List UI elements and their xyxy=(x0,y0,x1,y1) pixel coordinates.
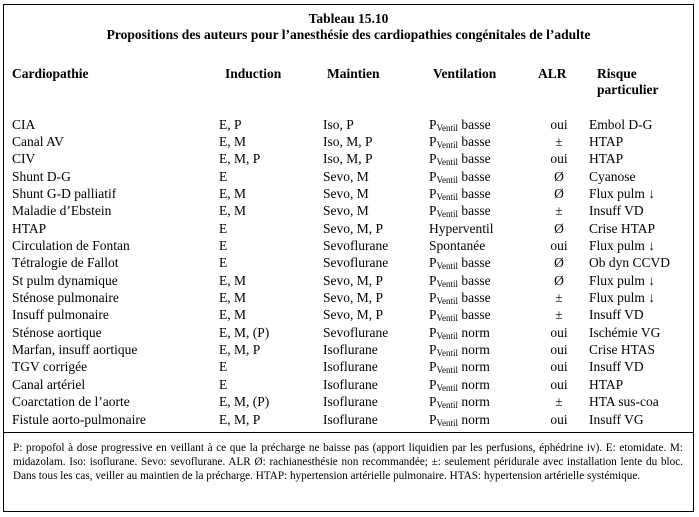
cell-alr: oui xyxy=(550,359,568,375)
ventilation-subscript: Ventil xyxy=(436,122,459,133)
table-row xyxy=(12,203,689,220)
cell-ventilation xyxy=(429,394,529,411)
cell-alr: oui xyxy=(550,151,568,167)
ventilation-pressure-symbol: P xyxy=(429,134,437,150)
cell-induction: E, M, (P) xyxy=(219,394,270,410)
cell-cardiopathie: Canal AV xyxy=(12,134,64,150)
cell-ventilation xyxy=(429,151,529,168)
cell-induction: E, M, P xyxy=(219,151,261,167)
cell-risque: Embol D-G xyxy=(589,116,653,132)
cell-ventilation xyxy=(429,133,529,150)
ventilation-mode: norm xyxy=(458,324,490,340)
cell-cardiopathie: Canal artériel xyxy=(12,376,86,392)
cell-ventilation xyxy=(429,272,529,289)
cell-ventilation xyxy=(429,359,529,376)
cell-risque: Ob dyn CCVD xyxy=(589,255,671,271)
cell-risque: Insuff VG xyxy=(589,411,644,427)
table-row xyxy=(12,359,689,376)
cell-cardiopathie: Shunt G-D palliatif xyxy=(12,186,117,202)
ventilation-mode: basse xyxy=(458,186,491,202)
cell-maintien: Isoflurane xyxy=(323,359,378,375)
cell-alr: oui xyxy=(550,411,568,427)
table-row xyxy=(12,168,689,185)
ventilation-pressure-symbol: P xyxy=(429,359,437,375)
cell-ventilation xyxy=(429,255,529,272)
cell-maintien: Sevo, M, P xyxy=(323,290,384,306)
ventilation-mode: basse xyxy=(458,116,491,132)
ventilation-mode: Hyperventil xyxy=(429,220,494,236)
ventilation-subscript: Ventil xyxy=(436,400,459,411)
cell-induction: E xyxy=(219,255,228,271)
cell-ventilation xyxy=(429,168,529,185)
cell-induction: E, M xyxy=(219,186,246,202)
ventilation-subscript: Ventil xyxy=(436,209,459,220)
ventilation-subscript: Ventil xyxy=(436,382,459,393)
cell-induction: E, M xyxy=(219,203,246,219)
cell-cardiopathie: HTAP xyxy=(12,220,47,236)
cell-alr: ± xyxy=(555,290,563,306)
ventilation-pressure-symbol: P xyxy=(429,394,437,410)
ventilation-subscript: Ventil xyxy=(436,330,459,341)
cell-maintien: Isoflurane xyxy=(323,394,378,410)
ventilation-pressure-symbol: P xyxy=(429,324,437,340)
cell-risque: Crise HTAS xyxy=(589,342,656,358)
cell-ventilation xyxy=(429,341,529,358)
cell-maintien: Iso, M, P xyxy=(323,151,373,167)
ventilation-pressure-symbol: P xyxy=(429,255,437,271)
cell-maintien: Sevoflurane xyxy=(323,238,389,254)
cell-maintien: Isoflurane xyxy=(323,411,378,427)
ventilation-pressure-symbol: P xyxy=(429,186,437,202)
cell-cardiopathie: Sténose pulmonaire xyxy=(12,290,119,306)
cell-cardiopathie: TGV corrigée xyxy=(12,359,88,375)
cell-maintien: Isoflurane xyxy=(323,376,378,392)
cell-cardiopathie: Tétralogie de Fallot xyxy=(12,255,119,271)
table-row xyxy=(12,133,689,150)
header-risque-line2: particulier xyxy=(597,82,659,97)
cell-alr: Ø xyxy=(554,168,564,184)
ventilation-subscript: Ventil xyxy=(436,417,459,428)
cell-risque: HTA sus-coa xyxy=(589,394,659,410)
table-row xyxy=(12,341,689,358)
table-row xyxy=(12,151,689,168)
cell-alr: oui xyxy=(550,116,568,132)
ventilation-mode: basse xyxy=(458,168,491,184)
table-row xyxy=(12,307,689,324)
cell-induction: E, M, (P) xyxy=(219,324,270,340)
cell-risque: Insuff VD xyxy=(589,203,644,219)
cell-risque: HTAP xyxy=(589,151,624,167)
ventilation-subscript: Ventil xyxy=(436,174,459,185)
cell-maintien: Iso, P xyxy=(323,116,354,132)
ventilation-mode: norm xyxy=(458,342,490,358)
ventilation-mode: basse xyxy=(458,290,491,306)
ventilation-subscript: Ventil xyxy=(436,157,459,168)
cell-ventilation xyxy=(429,324,529,341)
ventilation-mode: norm xyxy=(458,359,490,375)
cell-alr: oui xyxy=(550,238,568,254)
ventilation-mode: basse xyxy=(458,272,491,288)
cell-cardiopathie: CIV xyxy=(12,151,36,167)
cell-risque: Insuff VD xyxy=(589,359,644,375)
cell-risque: Flux pulm ↓ xyxy=(589,238,656,254)
table-row xyxy=(12,376,689,393)
ventilation-subscript: Ventil xyxy=(436,348,459,359)
cell-induction: E, M xyxy=(219,134,246,150)
cell-ventilation xyxy=(429,411,529,428)
cell-induction: E, M xyxy=(219,307,246,323)
table-title: Tableau 15.10 xyxy=(308,11,389,26)
ventilation-mode: basse xyxy=(458,307,491,323)
ventilation-mode: norm xyxy=(458,376,490,392)
cell-induction: E xyxy=(219,359,228,375)
cell-maintien: Sevo, M, P xyxy=(323,220,384,236)
cell-cardiopathie: Circulation de Fontan xyxy=(12,238,130,254)
cell-risque: HTAP xyxy=(589,134,624,150)
table-frame xyxy=(3,4,694,512)
cell-alr: oui xyxy=(550,376,568,392)
cell-maintien: Sevoflurane xyxy=(323,255,389,271)
table-row xyxy=(12,220,689,237)
cell-ventilation xyxy=(429,220,529,237)
cell-risque: HTAP xyxy=(589,376,624,392)
ventilation-subscript: Ventil xyxy=(436,365,459,376)
cell-cardiopathie: Marfan, insuff aortique xyxy=(12,342,138,358)
ventilation-mode: basse xyxy=(458,255,491,271)
cell-cardiopathie: St pulm dynamique xyxy=(12,272,118,288)
ventilation-pressure-symbol: P xyxy=(429,376,437,392)
cell-ventilation xyxy=(429,376,529,393)
cell-ventilation xyxy=(429,185,529,202)
header-alr: ALR xyxy=(538,66,567,81)
cell-alr: ± xyxy=(555,307,563,323)
cell-cardiopathie: CIA xyxy=(12,116,36,132)
ventilation-subscript: Ventil xyxy=(436,278,459,289)
ventilation-mode: basse xyxy=(458,203,491,219)
cell-maintien: Sevoflurane xyxy=(323,324,389,340)
cell-risque: Flux pulm ↓ xyxy=(589,186,656,202)
cell-risque: Cyanose xyxy=(589,168,636,184)
cell-risque: Ischémie VG xyxy=(589,324,661,340)
cell-alr: oui xyxy=(550,342,568,358)
table-row xyxy=(12,272,689,289)
cell-risque: Flux pulm ↓ xyxy=(589,290,656,306)
ventilation-pressure-symbol: P xyxy=(429,272,437,288)
cell-maintien: Sevo, M xyxy=(323,186,369,202)
cell-ventilation xyxy=(429,203,529,220)
cell-cardiopathie: Coarctation de l’aorte xyxy=(12,394,130,410)
table-row xyxy=(12,116,689,133)
ventilation-subscript: Ventil xyxy=(436,140,459,151)
header-maintien: Maintien xyxy=(327,66,380,81)
cell-ventilation xyxy=(429,289,529,306)
cell-ventilation xyxy=(429,116,529,133)
cell-risque: Flux pulm ↓ xyxy=(589,272,656,288)
header-risque-line1: Risque xyxy=(597,66,637,81)
ventilation-subscript: Ventil xyxy=(436,296,459,307)
cell-alr: Ø xyxy=(554,220,564,236)
cell-cardiopathie: Fistule aorto-pulmonaire xyxy=(12,411,146,427)
cell-induction: E xyxy=(219,376,228,392)
cell-alr: ± xyxy=(555,394,563,410)
cell-maintien: Sevo, M xyxy=(323,168,369,184)
cell-induction: E, M, P xyxy=(219,342,261,358)
cell-induction: E, M xyxy=(219,290,246,306)
cell-induction: E xyxy=(219,220,228,236)
cell-induction: E xyxy=(219,238,228,254)
cell-maintien: Sevo, M, P xyxy=(323,272,384,288)
cell-risque: Crise HTAP xyxy=(589,220,656,236)
ventilation-mode: norm xyxy=(458,394,490,410)
ventilation-mode: basse xyxy=(458,151,491,167)
header-induction: Induction xyxy=(225,66,282,81)
ventilation-mode: basse xyxy=(458,134,491,150)
ventilation-pressure-symbol: P xyxy=(429,307,437,323)
ventilation-mode: norm xyxy=(458,411,490,427)
cell-maintien: Sevo, M xyxy=(323,203,369,219)
cell-ventilation xyxy=(429,237,529,254)
cell-risque: Insuff VD xyxy=(589,307,644,323)
cell-alr: Ø xyxy=(554,186,564,202)
table-row xyxy=(12,324,689,341)
cell-ventilation xyxy=(429,307,529,324)
ventilation-pressure-symbol: P xyxy=(429,116,437,132)
ventilation-subscript: Ventil xyxy=(436,192,459,203)
cell-induction: E xyxy=(219,168,228,184)
cell-maintien: Sevo, M, P xyxy=(323,307,384,323)
cell-alr: ± xyxy=(555,203,563,219)
ventilation-mode: Spontanée xyxy=(429,238,486,254)
ventilation-pressure-symbol: P xyxy=(429,290,437,306)
table-row xyxy=(12,237,689,254)
header-cardiopathie: Cardiopathie xyxy=(12,66,89,81)
cell-alr: ± xyxy=(555,134,563,150)
footnote: P: propofol à dose progressive en veillant à ce que la précharge ne baisse pas (apport liquidien par les perfusions, éphédrine iv). E: etomidate. M: midazolam. Iso: isoflurane. Sevo: sevoflurane. ALR Ø: rachianesthésie non recommandée; ±: seulement péridurale avec installation lente du bloc. Dans tous les cas, veiller au maintien de la précharge. HTAP: hypertension artérielle pulmonaire. HTAS: hypertension artérielle systémique. xyxy=(13,442,683,483)
table-row xyxy=(12,394,689,411)
data-table xyxy=(12,116,689,428)
table-row xyxy=(12,185,689,202)
cell-maintien: Iso, M, P xyxy=(323,134,373,150)
ventilation-subscript: Ventil xyxy=(436,313,459,324)
cell-alr: Ø xyxy=(554,255,564,271)
ventilation-pressure-symbol: P xyxy=(429,151,437,167)
ventilation-subscript: Ventil xyxy=(436,261,459,272)
cell-cardiopathie: Maladie d’Ebstein xyxy=(12,203,112,219)
ventilation-pressure-symbol: P xyxy=(429,203,437,219)
table-row xyxy=(12,255,689,272)
footnote-divider xyxy=(4,432,693,433)
cell-alr: oui xyxy=(550,324,568,340)
cell-induction: E, M xyxy=(219,272,246,288)
cell-maintien: Isoflurane xyxy=(323,342,378,358)
table-row xyxy=(12,411,689,428)
ventilation-pressure-symbol: P xyxy=(429,342,437,358)
ventilation-pressure-symbol: P xyxy=(429,168,437,184)
table-subtitle: Propositions des auteurs pour l’anesthésie des cardiopathies congénitales de l’adulte xyxy=(106,27,591,42)
cell-cardiopathie: Insuff pulmonaire xyxy=(12,307,109,323)
header-ventilation: Ventilation xyxy=(433,66,497,81)
ventilation-pressure-symbol: P xyxy=(429,411,437,427)
cell-induction: E, M, P xyxy=(219,411,261,427)
cell-induction: E, P xyxy=(219,116,242,132)
cell-alr: Ø xyxy=(554,272,564,288)
table-row xyxy=(12,289,689,306)
cell-cardiopathie: Sténose aortique xyxy=(12,324,102,340)
cell-cardiopathie: Shunt D-G xyxy=(12,168,71,184)
